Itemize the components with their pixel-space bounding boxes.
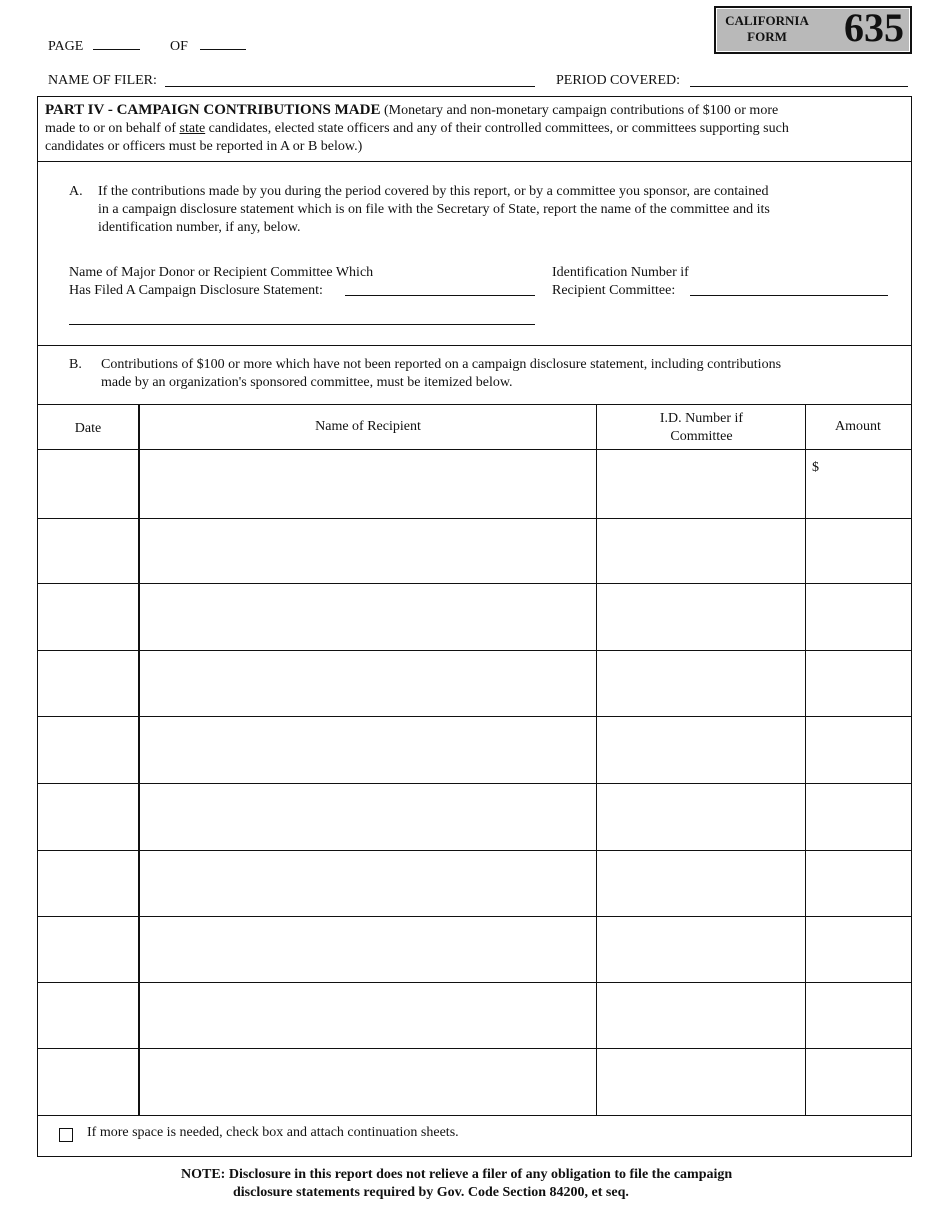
period-covered-field[interactable] [690,86,908,87]
page-total-field[interactable] [200,49,246,50]
table-row-border [37,1048,912,1049]
table-row-border [37,518,912,519]
donor-label-1: Name of Major Donor or Recipient Committee Which [69,265,374,280]
form-number: 635 [844,5,904,50]
col-name-header: Name of Recipient [315,419,421,434]
form-label-line1: CALIFORNIA [725,13,809,28]
donor-name-field[interactable] [345,295,535,296]
table-row-border [37,783,912,784]
section-a-text-1: If the contributions made by you during the period covered by this report, or by a committee you sponsor, are contained [98,184,769,199]
col-divider-id [805,404,806,1115]
part-iv-desc-3: candidates or officers must be reported in A or B below.) [45,139,363,154]
recipient-id-field[interactable] [690,295,888,296]
section-a-letter: A. [69,184,83,199]
id-label [552,264,689,300]
form-label-line2: FORM [747,29,787,44]
section-a-text-3: identification number, if any, below. [98,220,301,235]
col-id-header [597,410,806,446]
donor-label-2: Has Filed A Campaign Disclosure Statement: [69,283,323,298]
continuation-text: If more space is needed, check box and attach continuation sheets. [87,1125,459,1140]
page-label: PAGE [48,39,84,54]
col-date-header: Date [74,421,102,436]
note-line-1: NOTE: Disclosure in this report does not relieve a filer of any obligation to file the campaign [181,1167,733,1182]
table-row-border [37,650,912,651]
form-number-box [714,6,912,54]
section-a-text-2: in a campaign disclosure statement which is on file with the Secretary of State, report the name of the committee and its [98,202,770,217]
table-row-border [37,982,912,983]
continuation-checkbox[interactable] [59,1128,73,1142]
part-iv-desc-1: (Monetary and non-monetary campaign contributions of $100 or more [380,103,779,118]
name-of-filer-field[interactable] [165,86,535,87]
part-iv-desc-2a: made to or on behalf of [45,121,180,136]
section-b-text-1: Contributions of $100 or more which have not been reported on a campaign disclosure statement, including contributions [101,357,782,372]
form-frame [37,96,912,1157]
part-iv-desc-state: state [179,121,206,136]
table-row-border [37,850,912,851]
table-row-border [37,583,912,584]
section-b-text [101,356,781,392]
divider [37,161,912,162]
divider [37,345,912,346]
of-label: OF [170,39,188,54]
table-row-border [37,716,912,717]
table-bottom-border [37,1115,912,1116]
table-top-border [37,404,912,405]
col-divider-name [596,404,597,1115]
id-label-1: Identification Number if [552,265,689,280]
id-label-2: Recipient Committee: [552,283,676,298]
part-iv-desc-2b: candidates, elected state officers and any of their controlled committees, or committees supporting such [205,121,789,136]
note-line-2: disclosure statements required by Gov. Code Section 84200, et seq. [233,1185,629,1200]
donor-name-field-line2[interactable] [69,324,535,325]
col-divider-date [138,404,140,1115]
col-id-header-1: I.D. Number if [659,411,744,426]
page-number-field[interactable] [93,49,140,50]
section-b-text-2: made by an organization's sponsored committee, must be itemized below. [101,375,513,390]
col-id-header-2: Committee [670,429,733,444]
name-of-filer-label: NAME OF FILER: [48,73,157,88]
period-covered-label: PERIOD COVERED: [556,73,681,88]
table-row-border [37,916,912,917]
amount-dollar-sign: $ [812,460,819,475]
part-iv-heading [45,101,905,156]
section-a-text [98,183,770,237]
donor-label [69,264,373,300]
section-b-letter: B. [69,357,82,372]
col-amount-header: Amount [835,419,881,434]
form-label [720,13,814,45]
part-iv-title: PART IV - CAMPAIGN CONTRIBUTIONS MADE [45,102,381,118]
table-header-border [37,449,912,450]
